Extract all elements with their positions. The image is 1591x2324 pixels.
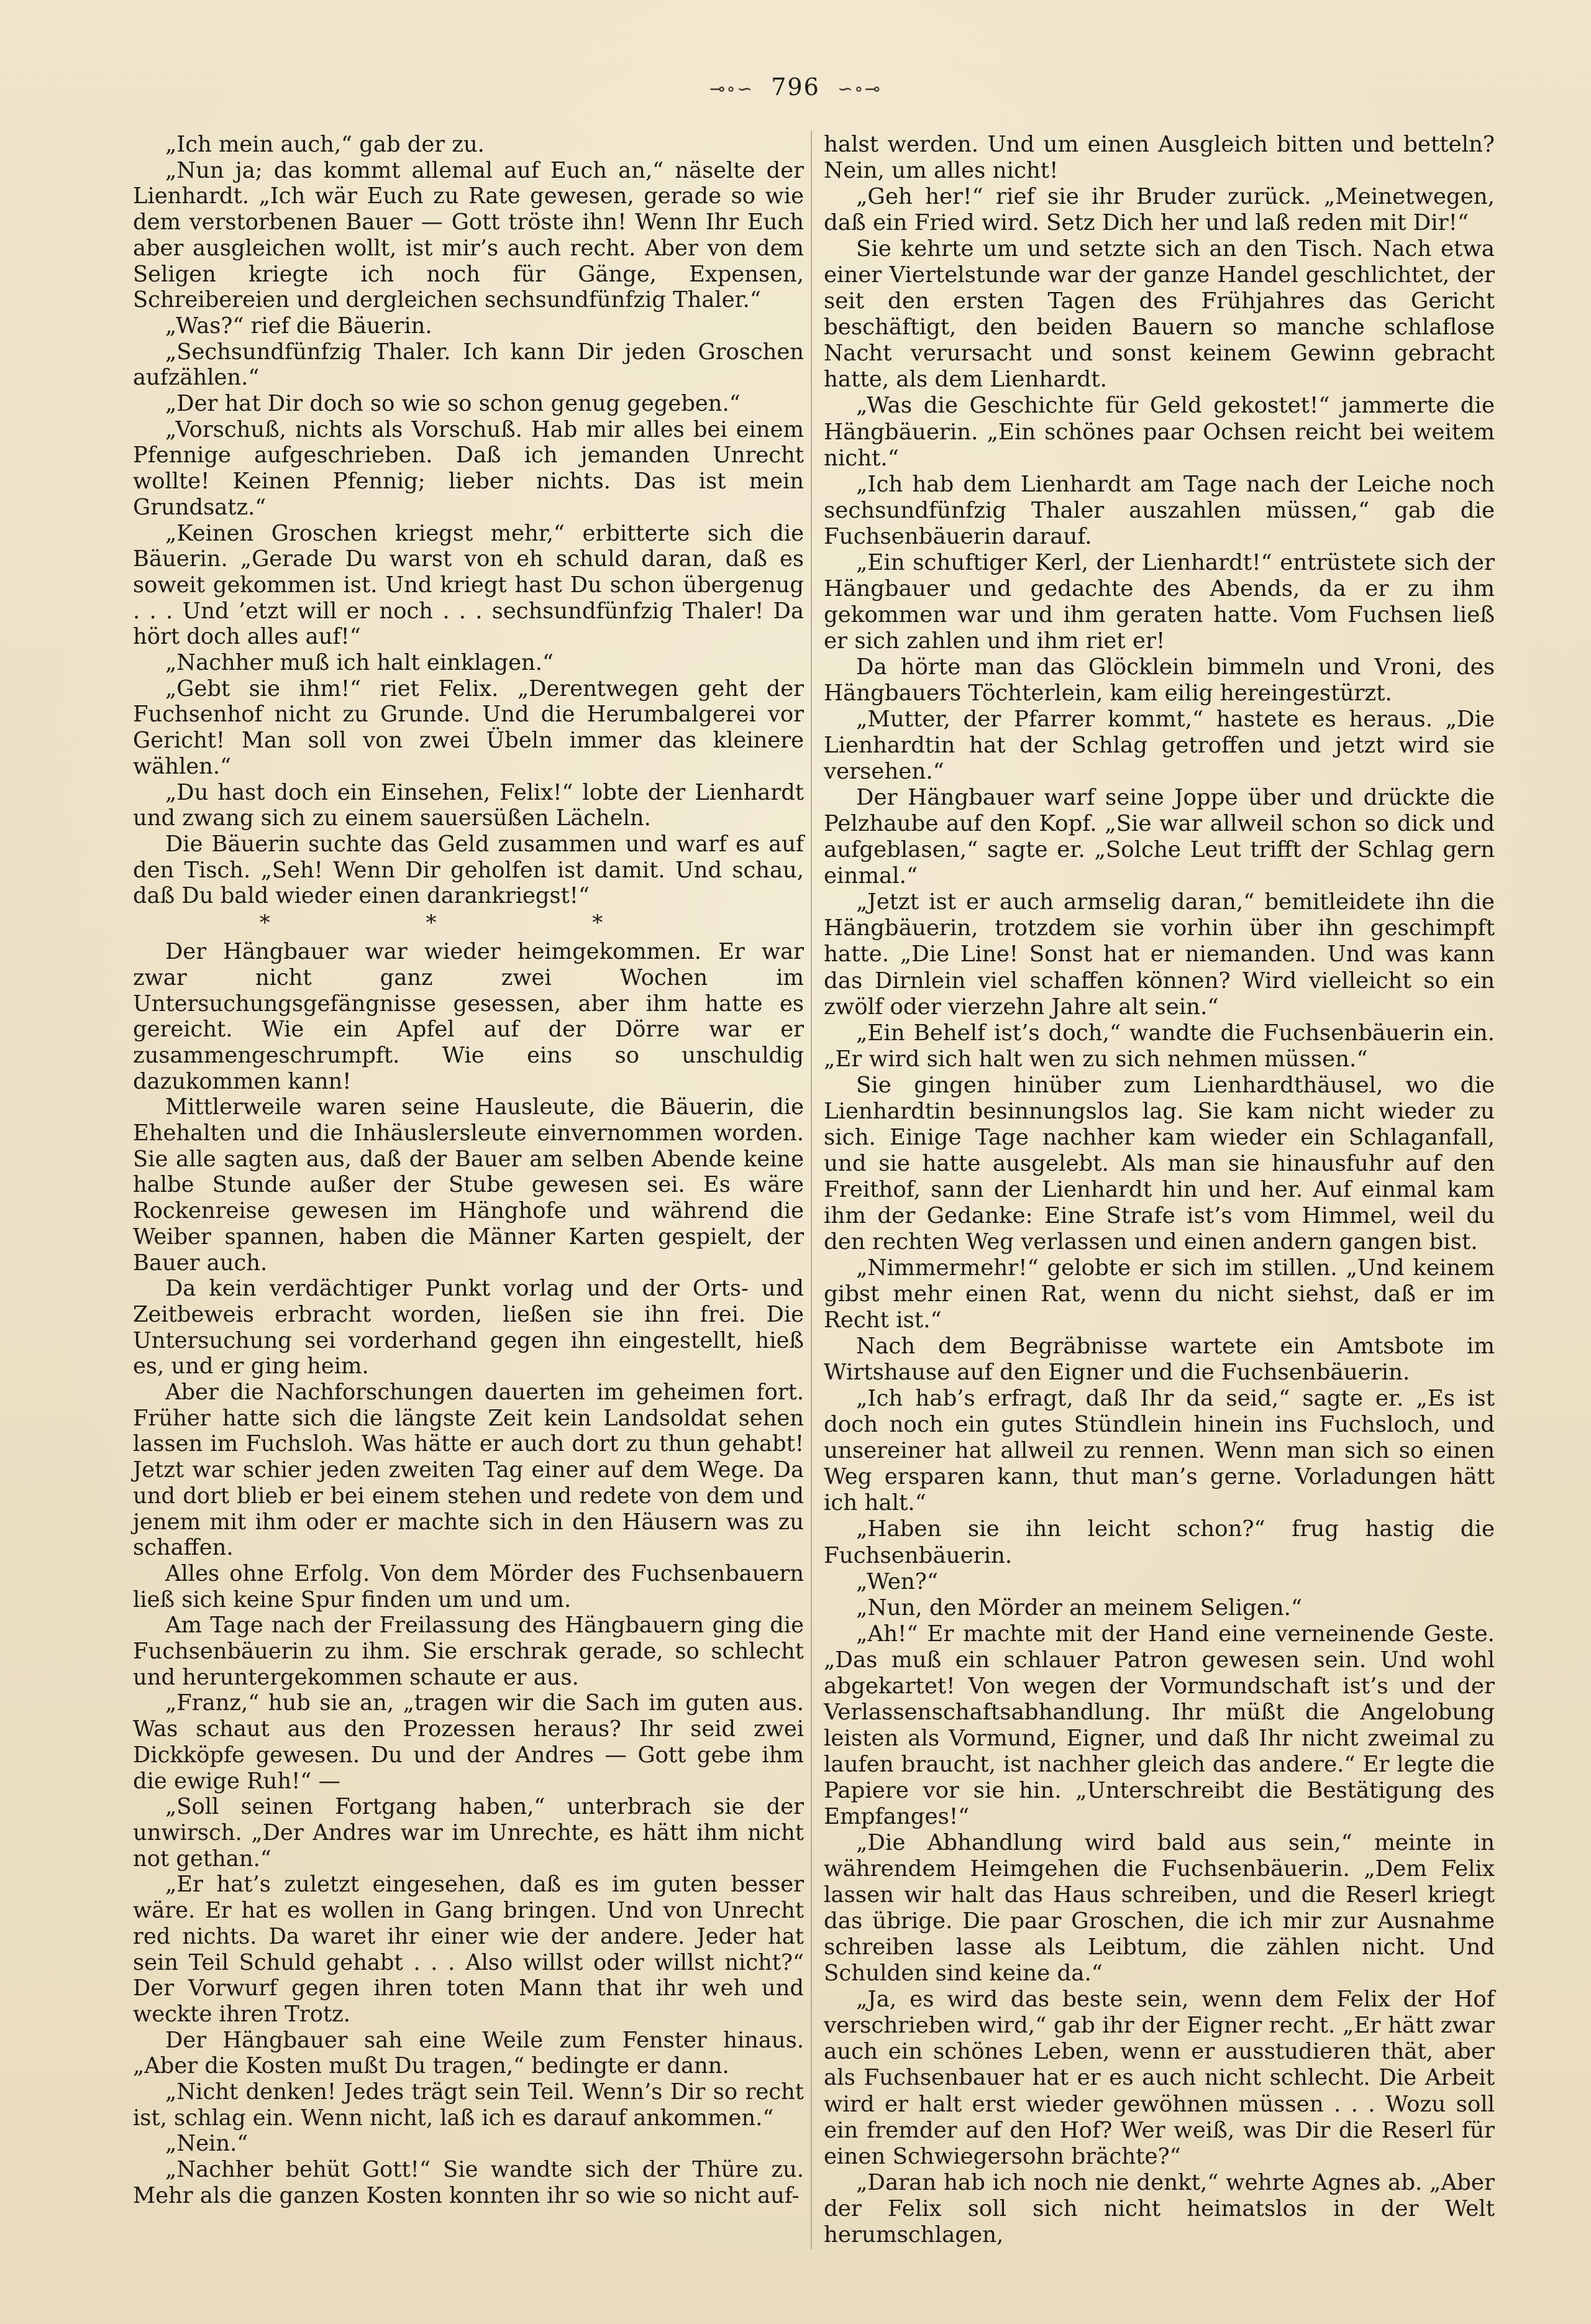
paragraph: „Nein.“ xyxy=(165,2131,248,2157)
paragraph: „Ich hab dem Lienhardt am Tage nach der Leiche noch sechsundfünfzig Thaler auszahlen müssen,“ gab die Fuchsenbäuerin darauf. xyxy=(824,471,1495,549)
paragraph: Mittlerweile waren seine Hausleute, die Bäuerin, die Ehehalten und die Inhäuslersleute einvernommen worden. Sie alle sagten aus, daß der Bauer am selben Abende keine halbe Stunde außer der Stube gewesen sei. Es wäre Rockenreise gewesen im Hänghofe und während die Weiber spannen, haben die Männer Karten gespielt, der Bauer auch. xyxy=(133,1094,804,1276)
paragraph: „Er hat’s zuletzt eingesehen, daß es im guten besser wäre. Er hat es wollen in Gang bringen. Und von Unrecht red nichts. Da waret ihr einer wie der andere. Jeder hat sein Teil Schuld gehabt . . . Also willst oder willst nicht?“ Der Vorwurf gegen ihren toten Mann that ihr weh und weckte ihren Trotz. xyxy=(133,1872,804,2027)
paragraph: „Die Abhandlung wird bald aus sein,“ meinte in währendem Heimgehen die Fuchsenbäuerin. „Dem Felix lassen wir halt das Haus schreiben, und die Reserl kriegt das übrige. Die paar Groschen, die ich mir zur Ausnahme schreiben lasse als Leibtum, die zählen nicht. Und Schulden sind keine da.“ xyxy=(824,1830,1495,1987)
paragraph: Am Tage nach der Freilassung des Hängbauern ging die Fuchsenbäuerin zu ihm. Sie erschrak gerade, so schlecht und heruntergekommen schaute er aus. xyxy=(133,1613,804,1690)
ornament-left: ⊸∘∽ xyxy=(709,78,754,100)
paragraph: „Nun ja; das kommt allemal auf Euch an,“ näselte der Lienhardt. „Ich wär Euch zu Rate gewesen, gerade so wie dem verstorbenen Bauer — Gott tröste ihn! Wenn Ihr Euch aber ausgleichen wollt, ist mir’s auch recht. Aber von dem Seligen kriegte ich noch für Gänge, Expensen, Schreibereien und dergleichen sechsundfünfzig Thaler.“ xyxy=(133,157,804,313)
paragraph: „Was?“ rief die Bäuerin. xyxy=(165,313,432,339)
paragraph: „Ein Behelf ist’s doch,“ wandte die Fuchsenbäuerin ein. „Er wird sich halt wen zu sich nehmen müssen.“ xyxy=(824,1020,1495,1072)
paragraph: Der Hängbauer warf seine Joppe über und drückte die Pelzhaube auf den Kopf. „Sie war allweil schon so dick und aufgeblasen,“ sagte er. „Solche Leut trifft der Schlag gern einmal.“ xyxy=(824,785,1495,889)
paragraph: „Nachher muß ich halt einklagen.“ xyxy=(165,650,554,676)
section-separator: * * * xyxy=(259,910,678,936)
paragraph: „Geh her!“ rief sie ihr Bruder zurück. „Meinetwegen, daß ein Fried wird. Setz Dich her und laß reden mit Dir!“ xyxy=(824,184,1495,236)
paragraph: „Jetzt ist er auch armselig daran,“ bemitleidete ihn die Hängbäuerin, trotzdem sie vorhin über ihn geschimpft hatte. „Die Line! Sonst hat er niemanden. Und was kann das Dirnlein viel schaffen können? Wird vielleicht so ein zwölf oder vierzehn Jahre alt sein.“ xyxy=(824,889,1495,1020)
paragraph: „Der hat Dir doch so wie so schon genug gegeben.“ xyxy=(165,391,741,417)
paragraph: Da kein verdächtiger Punkt vorlag und der Orts- und Zeitbeweis erbracht worden, ließen sie ihn frei. Die Untersuchung sei vorderhand gegen ihn eingestellt, hieß es, und er ging heim. xyxy=(133,1276,804,1379)
paragraph: Aber die Nachforschungen dauerten im geheimen fort. Früher hatte sich die längste Zeit kein Landsoldat sehen lassen im Fuchsloh. Was hätte er auch dort zu thun gehabt! Jetzt war schier jeden zweiten Tag einer auf dem Wege. Da und dort blieb er bei einem stehen und redete von dem und jenem mit ihm oder er machte sich in den Häusern was zu schaffen. xyxy=(133,1379,804,1561)
paragraph: Der Hängbauer sah eine Weile zum Fenster hinaus. „Aber die Kosten mußt Du tragen,“ bedingte er dann. xyxy=(133,2027,804,2079)
ornament-right: ∽∘⊸ xyxy=(837,78,882,100)
paragraph: „Haben sie ihn leicht schon?“ frug hastig die Fuchsenbäuerin. xyxy=(824,1516,1495,1568)
paragraph: „Ich hab’s erfragt, daß Ihr da seid,“ sagte er. „Es ist doch noch ein gutes Stündlein hinein ins Fuchsloch, und unsereiner hat allweil zu rennen. Wenn man sich so einen Weg ersparen kann, thut man’s gerne. Vorladungen hätt ich halt.“ xyxy=(824,1386,1495,1516)
paragraph: „Keinen Groschen kriegst mehr,“ erbitterte sich die Bäuerin. „Gerade Du warst von eh schuld daran, daß es soweit gekommen ist. Und kriegt hast Du schon übergenug . . . Und ’etzt will er noch . . . sechsundfünfzig Thaler! Da hört doch alles auf!“ xyxy=(133,520,804,650)
paragraph: „Daran hab ich noch nie denkt,“ wehrte Agnes ab. „Aber der Felix soll sich nicht heimatslos in der Welt herumschlagen, xyxy=(824,2169,1495,2248)
paragraph: „Vorschuß, nichts als Vorschuß. Hab mir alles bei einem Pfennige aufgeschrieben. Daß ich jemanden Unrecht wollte! Keinen Pfennig; lieber nichts. Das ist mein Grundsatz.“ xyxy=(133,416,804,520)
paragraph: „Ich mein auch,“ gab der zu. xyxy=(165,132,485,157)
paragraph: Sie gingen hinüber zum Lienhardthäusel, wo die Lienhardtin besinnungslos lag. Sie kam nicht wieder zu sich. Einige Tage nachher kam wieder ein Schlaganfall, und sie hatte ausgelebt. Als man sie hinausfuhr auf den Freithof, sann der Lienhardt hin und her. Auf einmal kam ihm der Gedanke: Eine Strafe ist’s vom Himmel, weil du den rechten Weg verlassen und einen andern gangen bist. xyxy=(824,1072,1495,1255)
paragraph: „Was die Geschichte für Geld gekostet!“ jammerte die Hängbäuerin. „Ein schönes paar Ochsen reicht bei weitem nicht.“ xyxy=(824,393,1495,471)
paragraph: „Nicht denken! Jedes trägt sein Teil. Wenn’s Dir so recht ist, schlag ein. Wenn nicht, laß ich es darauf ankommen.“ xyxy=(133,2079,804,2131)
paragraph: „Ah!“ Er machte mit der Hand eine verneinende Geste. „Das muß ein schlauer Patron gewesen sein. Und wohl abgekartet! Von wegen der Vormundschaft ist’s und der Verlassenschaftsabhandlung. Ihr müßt die Angelobung leisten als Vormund, Eigner, und daß Ihr nicht zweimal zu laufen braucht, ist nachher gleich das andere.“ Er legte die Papiere vor sie hin. „Unterschreibt die Bestätigung des Empfanges!“ xyxy=(824,1621,1495,1829)
paragraph: „Mutter, der Pfarrer kommt,“ hastete es heraus. „Die Lienhardtin hat der Schlag getroffen und jetzt wird sie versehen.“ xyxy=(824,707,1495,785)
paragraph: halst werden. Und um einen Ausgleich bitten und betteln? Nein, um alles nicht! xyxy=(824,132,1495,184)
left-column xyxy=(133,132,804,2209)
paragraph: „Franz,“ hub sie an, „tragen wir die Sach im guten aus. Was schaut aus den Prozessen heraus? Ihr seid zwei Dickköpfe gewesen. Du und der Andres — Gott gebe ihm die ewige Ruh!“ — xyxy=(133,1690,804,1794)
paragraph: „Ein schuftiger Kerl, der Lienhardt!“ entrüstete sich der Hängbauer und gedachte des Abends, da er zu ihm gekommen war und ihm geraten hatte. Vom Fuchsen ließ er sich zahlen und ihm riet er! xyxy=(824,549,1495,654)
paragraph: „Wen?“ xyxy=(856,1568,939,1594)
paragraph: „Soll seinen Fortgang haben,“ unterbrach sie der unwirsch. „Der Andres war im Unrechte, es hätt ihm nicht not gethan.“ xyxy=(133,1794,804,1872)
right-column xyxy=(824,132,1495,2248)
paragraph: Die Bäuerin suchte das Geld zusammen und warf es auf den Tisch. „Seh! Wenn Dir geholfen ist damit. Und schau, daß Du bald wieder einen darankriegst!“ xyxy=(133,831,804,909)
paragraph: „Du hast doch ein Einsehen, Felix!“ lobte der Lienhardt und zwang sich zu einem sauersüßen Lächeln. xyxy=(133,779,804,831)
paragraph: „Nun, den Mörder an meinem Seligen.“ xyxy=(856,1594,1303,1621)
paragraph: „Sechsundfünfzig Thaler. Ich kann Dir jeden Groschen aufzählen.“ xyxy=(133,339,804,391)
paragraph: „Gebt sie ihm!“ riet Felix. „Derentwegen geht der Fuchsenhof nicht zu Grunde. Und die Herumbalgerei vor Gericht! Man soll von zwei Übeln immer das kleinere wählen.“ xyxy=(133,675,804,779)
paragraph: Nach dem Begräbnisse wartete ein Amtsbote im Wirtshause auf den Eigner und die Fuchsenbäuerin. xyxy=(824,1334,1495,1386)
paragraph: „Nimmermehr!“ gelobte er sich im stillen. „Und keinem gibst mehr einen Rat, wenn du nicht siehst, daß er im Recht ist.“ xyxy=(824,1255,1495,1334)
page-number: 796 xyxy=(771,73,820,101)
page-header xyxy=(0,73,1591,101)
paragraph: „Nachher behüt Gott!“ Sie wandte sich der Thüre zu. Mehr als die ganzen Kosten konnten ihr so wie so nicht auf- xyxy=(133,2157,804,2208)
paragraph: Alles ohne Erfolg. Von dem Mörder des Fuchsenbauern ließ sich keine Spur finden um und um. xyxy=(133,1560,804,1613)
column-divider xyxy=(811,130,812,2249)
paragraph: Sie kehrte um und setzte sich an den Tisch. Nach etwa einer Viertelstunde war der ganze Handel geschlichtet, der seit den ersten Tagen des Frühjahres das Gericht beschäftigt, den beiden Bauern so manche schlaflose Nacht verursacht und sonst keinem Gewinn gebracht hatte, als dem Lienhardt. xyxy=(824,236,1495,393)
paragraph: Der Hängbauer war wieder heimgekommen. Er war zwar nicht ganz zwei Wochen im Untersuchungsgefängnisse gesessen, aber ihm hatte es gereicht. Wie ein Apfel auf der Dörre war er zusammengeschrumpft. Wie eins so unschuldig dazukommen kann! xyxy=(133,939,804,1094)
paragraph: Da hörte man das Glöcklein bimmeln und Vroni, des Hängbauers Töchterlein, kam eilig hereingestürzt. xyxy=(824,654,1495,706)
paragraph: „Ja, es wird das beste sein, wenn dem Felix der Hof verschrieben wird,“ gab ihr der Eigner recht. „Er hätt zwar auch ein schönes Leben, wenn er ausstudieren thät, aber als Fuchsenbauer hat er es auch nicht schlecht. Die Arbeit wird er halt erst wieder gewöhnen müssen . . . Wozu soll ein fremder auf den Hof? Wer weiß, was Dir die Reserl für einen Schwiegersohn brächte?“ xyxy=(824,1987,1495,2169)
